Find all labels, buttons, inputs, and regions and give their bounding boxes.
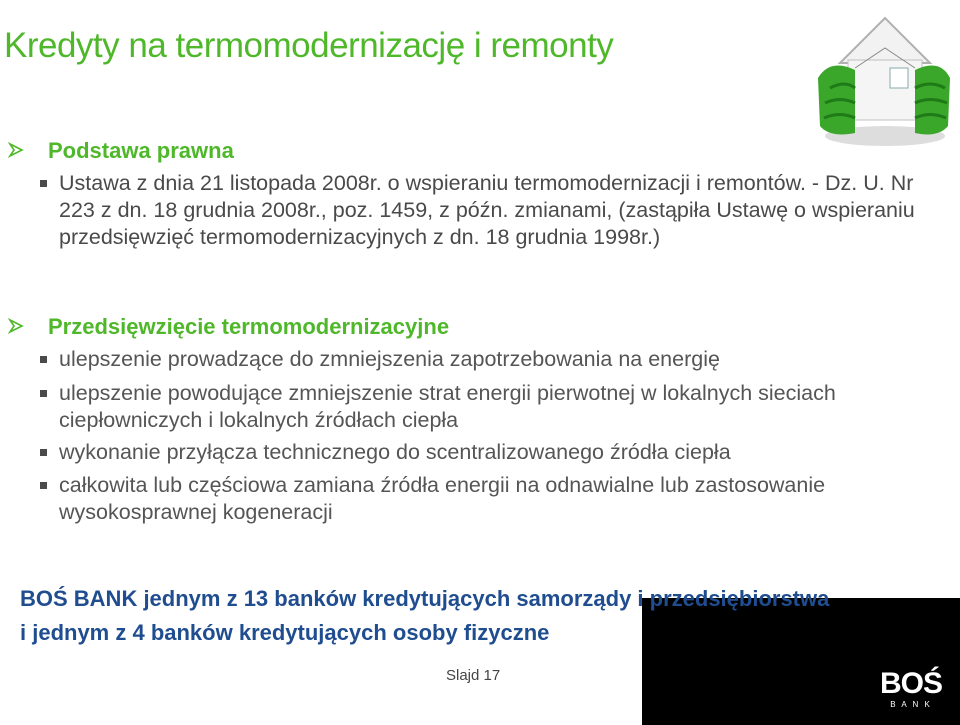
house-in-jacket-icon [810,8,956,148]
arrow-bullet-icon [8,314,48,340]
list-item [40,380,945,434]
list-item-text: całkowita lub częściowa zamiana źródła energii na odnawialne lub zastosowanie wysokosprawnej kogeneracji [59,473,826,524]
list-item-text: ulepszenie powodujące zmniejszenie strat energii pierwotnej w lokalnych sieciach ciepłowniczych i lokalnych źródłach ciepła [59,381,836,432]
square-bullet-icon [40,180,47,187]
section-heading-legal-basis [8,138,234,164]
square-bullet-icon [40,482,47,489]
section-heading-thermo-project [8,314,449,340]
slide-title: Kredyty na termomodernizację i remonty [4,26,614,65]
section-heading-label: Przedsięwzięcie termomodernizacyjne [48,314,450,339]
bos-bank-logo [876,668,946,718]
logo-sub-text: B A N K [890,700,932,709]
slide-number: Slajd 17 [446,667,501,684]
square-bullet-icon [40,356,47,363]
list-item [40,346,945,373]
section-heading-label: Podstawa prawna [48,138,234,163]
list-item-text: ulepszenie prowadzące do zmniejszenia zapotrzebowania na energię [59,347,720,371]
bank-statement-line-2: i jednym z 4 banków kredytujących osoby fizyczne [20,620,550,645]
list-item [40,170,945,251]
square-bullet-icon [40,390,47,397]
arrow-bullet-icon [8,138,48,164]
bank-statement [20,582,829,650]
logo-main-text: BOŚ [879,667,942,700]
square-bullet-icon [40,449,47,456]
bank-statement-line-1: BOŚ BANK jednym z 13 banków kredytujących samorządy i przedsiębiorstwa [20,586,830,611]
list-item-text: wykonanie przyłącza technicznego do scentralizowanego źródła ciepła [59,440,731,464]
list-item [40,472,945,526]
list-item-text: Ustawa z dnia 21 listopada 2008r. o wspieraniu termomodernizacji i remontów. - Dz. U. Nr 223 z dn. 18 grudnia 2008r., poz. 1459, z późn. zmianami, (zastąpiła Ustawę o wspieraniu przedsięwzięć termomodernizacyjnych z dn. 18 grudnia 1998r.) [59,171,915,249]
list-item [40,439,945,466]
